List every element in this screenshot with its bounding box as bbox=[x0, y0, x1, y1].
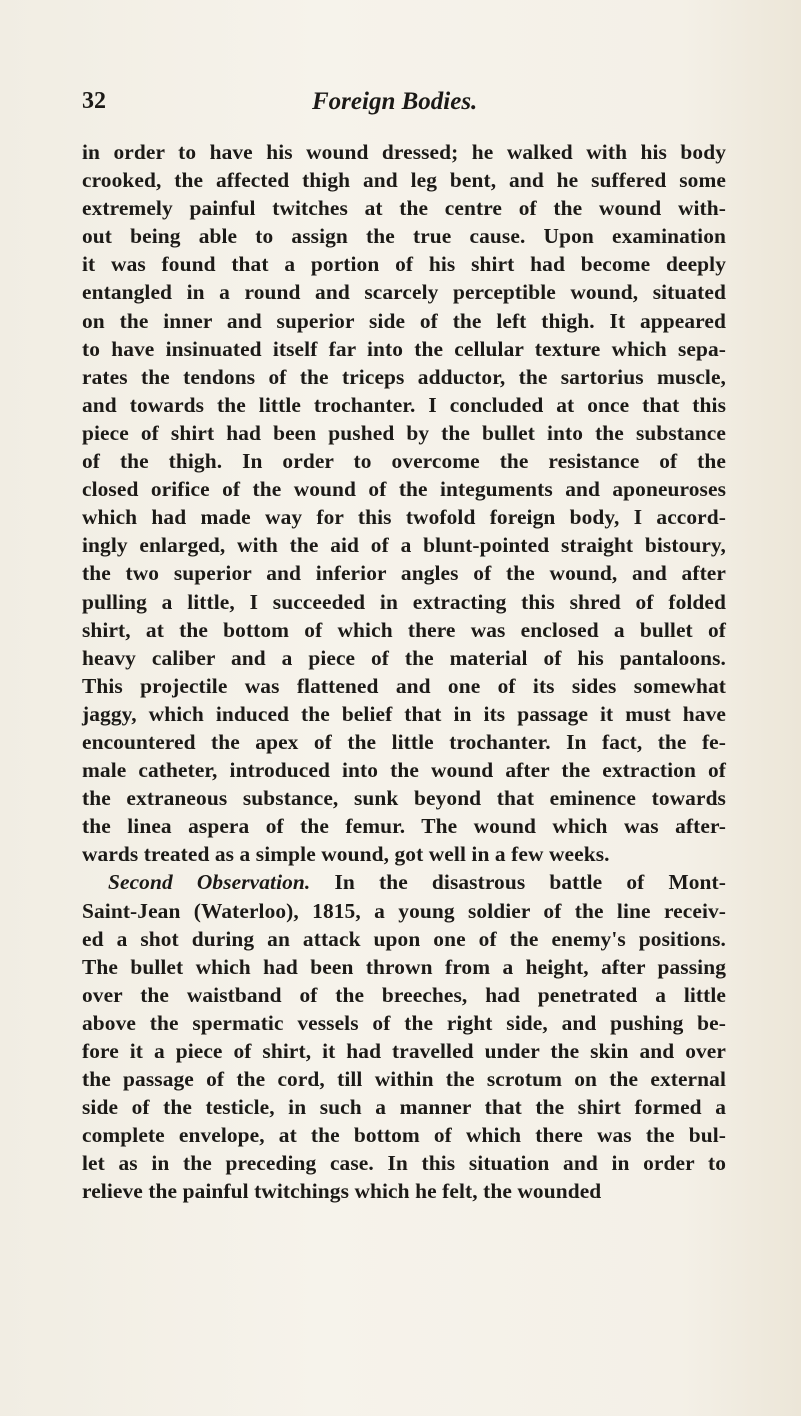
text-line: shirt, at the bottom of which there was enclosed a bullet of bbox=[82, 617, 726, 642]
text-line: ed a shot during an attack upon one of the enemy's positions. bbox=[82, 926, 726, 951]
text-line: side of the testicle, in such a manner that the shirt formed a bbox=[82, 1095, 726, 1120]
text-line: relieve the painful twitchings which he felt, the wounded bbox=[82, 1179, 602, 1204]
text-line: over the waistband of the breeches, had penetrated a little bbox=[82, 982, 726, 1007]
text-line: which had made way for this twofold foreign body, I accord- bbox=[82, 505, 726, 530]
text-line: on the inner and superior side of the left thigh. It appeared bbox=[82, 308, 726, 333]
text-line: extremely painful twitches at the centre of the wound with- bbox=[82, 196, 726, 221]
text-line: the two superior and inferior angles of the wound, and after bbox=[82, 561, 726, 586]
text-line: fore it a piece of shirt, it had travelled under the skin and over bbox=[82, 1039, 726, 1063]
text-line: jaggy, which induced the belief that in its passage it must have bbox=[82, 701, 726, 726]
text-line: closed orifice of the wound of the integuments and aponeuroses bbox=[82, 477, 726, 502]
text-line: This projectile was flattened and one of its sides somewhat bbox=[82, 673, 726, 698]
text-line: out being able to assign the true cause. Upon examination bbox=[82, 224, 726, 249]
text-line: heavy caliber and a piece of the material of his pantaloons. bbox=[82, 645, 726, 670]
text-line: wards treated as a simple wound, got well in a few weeks. bbox=[82, 842, 610, 867]
text-line: it was found that a portion of his shirt had become deeply bbox=[82, 252, 726, 277]
text-line: of the thigh. In order to overcome the resistance of the bbox=[82, 449, 726, 474]
text-line: the passage of the cord, till within the scrotum on the external bbox=[82, 1067, 726, 1092]
text-line: entangled in a round and scarcely perceptible wound, situated bbox=[82, 280, 726, 305]
text-line: crooked, the affected thigh and leg bent, and he suffered some bbox=[82, 168, 726, 193]
text-line: complete envelope, at the bottom of which there was the bul- bbox=[82, 1123, 726, 1148]
text-line: pulling a little, I succeeded in extracting this shred of folded bbox=[82, 589, 726, 614]
page-number: 32 bbox=[82, 88, 106, 114]
text-line: male catheter, introduced into the wound after the extraction of bbox=[82, 758, 726, 783]
text-line: above the spermatic vessels of the right side, and pushing be- bbox=[82, 1010, 726, 1035]
text-line: encountered the apex of the little trochanter. In fact, the fe- bbox=[82, 729, 726, 754]
observation-line bbox=[82, 868, 726, 896]
text-line: let as in the preceding case. In this situation and in order to bbox=[82, 1151, 726, 1176]
text-line: The bullet which had been thrown from a height, after passing bbox=[82, 954, 726, 979]
body-text bbox=[82, 138, 726, 1206]
running-title: Foreign Bodies. bbox=[312, 88, 478, 115]
text-line: and towards the little trochanter. I concluded at once that this bbox=[82, 392, 726, 417]
page-header bbox=[82, 88, 722, 122]
observation-heading: Second Observation. bbox=[108, 870, 311, 895]
text-line: in order to have his wound dressed; he walked with his body bbox=[82, 140, 726, 164]
text-line: ingly enlarged, with the aid of a blunt-pointed straight bistoury, bbox=[82, 533, 726, 558]
text-line: to have insinuated itself far into the cellular texture which sepa- bbox=[82, 336, 726, 361]
text-line: Saint-Jean (Waterloo), 1815, a young soldier of the line receiv- bbox=[82, 898, 726, 923]
text-line: the extraneous substance, sunk beyond that eminence towards bbox=[82, 786, 726, 811]
text-line: the linea aspera of the femur. The wound which was after- bbox=[82, 814, 726, 839]
observation-line-rest: In the disastrous battle of Mont- bbox=[334, 870, 726, 895]
text-line: piece of shirt had been pushed by the bullet into the substance bbox=[82, 420, 726, 445]
text-line: rates the tendons of the triceps adductor, the sartorius muscle, bbox=[82, 364, 726, 389]
